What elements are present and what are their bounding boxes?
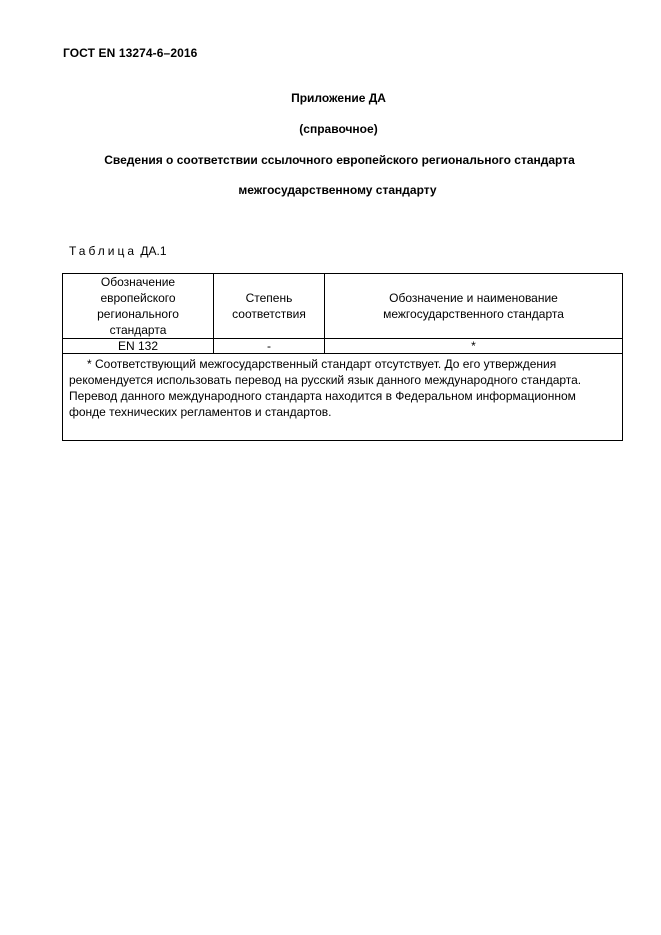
header-european-standard [63, 274, 214, 339]
annex-heading-line-1: Сведения о соответствии ссылочного европейского регионального стандарта [104, 153, 575, 167]
header-text: стандарта [109, 323, 167, 337]
table-footnote: * Соответствующий межгосударственный стандарт отсутствует. До его утверждения рекомендуется использовать перевод на русский язык данного международного стандарта. Перевод данного международного стандарта находится в Федеральном информационном фонде технических регламентов и стандартов. [63, 354, 623, 441]
header-degree-of-correspondence [214, 274, 325, 339]
cell-degree: - [214, 339, 325, 354]
annex-heading-line-2: межгосударственному стандарту [238, 183, 437, 197]
table-row [63, 339, 623, 354]
table-footnote-row [63, 354, 623, 441]
header-text: межгосударственного стандарта [383, 307, 564, 321]
table-header-row [63, 274, 623, 339]
header-text: европейского [100, 291, 176, 305]
header-interstate-standard [325, 274, 623, 339]
cell-interstate-standard: * [325, 339, 623, 354]
annex-title: Приложение ДА [291, 91, 386, 105]
annex-type: (справочное) [299, 122, 378, 136]
table-caption-number: ДА.1 [140, 244, 167, 258]
header-text: регионального [97, 307, 179, 321]
document-code: ГОСТ EN 13274-6–2016 [63, 46, 198, 60]
header-text: Обозначение [100, 275, 176, 289]
header-text: Обозначение и наименование [389, 291, 558, 305]
table-caption-word: Таблица [69, 244, 138, 258]
header-text: Степень [245, 291, 293, 305]
correspondence-table [62, 273, 623, 441]
table-caption [69, 244, 167, 258]
header-text: соответствия [232, 307, 306, 321]
cell-european-standard: EN 132 [63, 339, 214, 354]
